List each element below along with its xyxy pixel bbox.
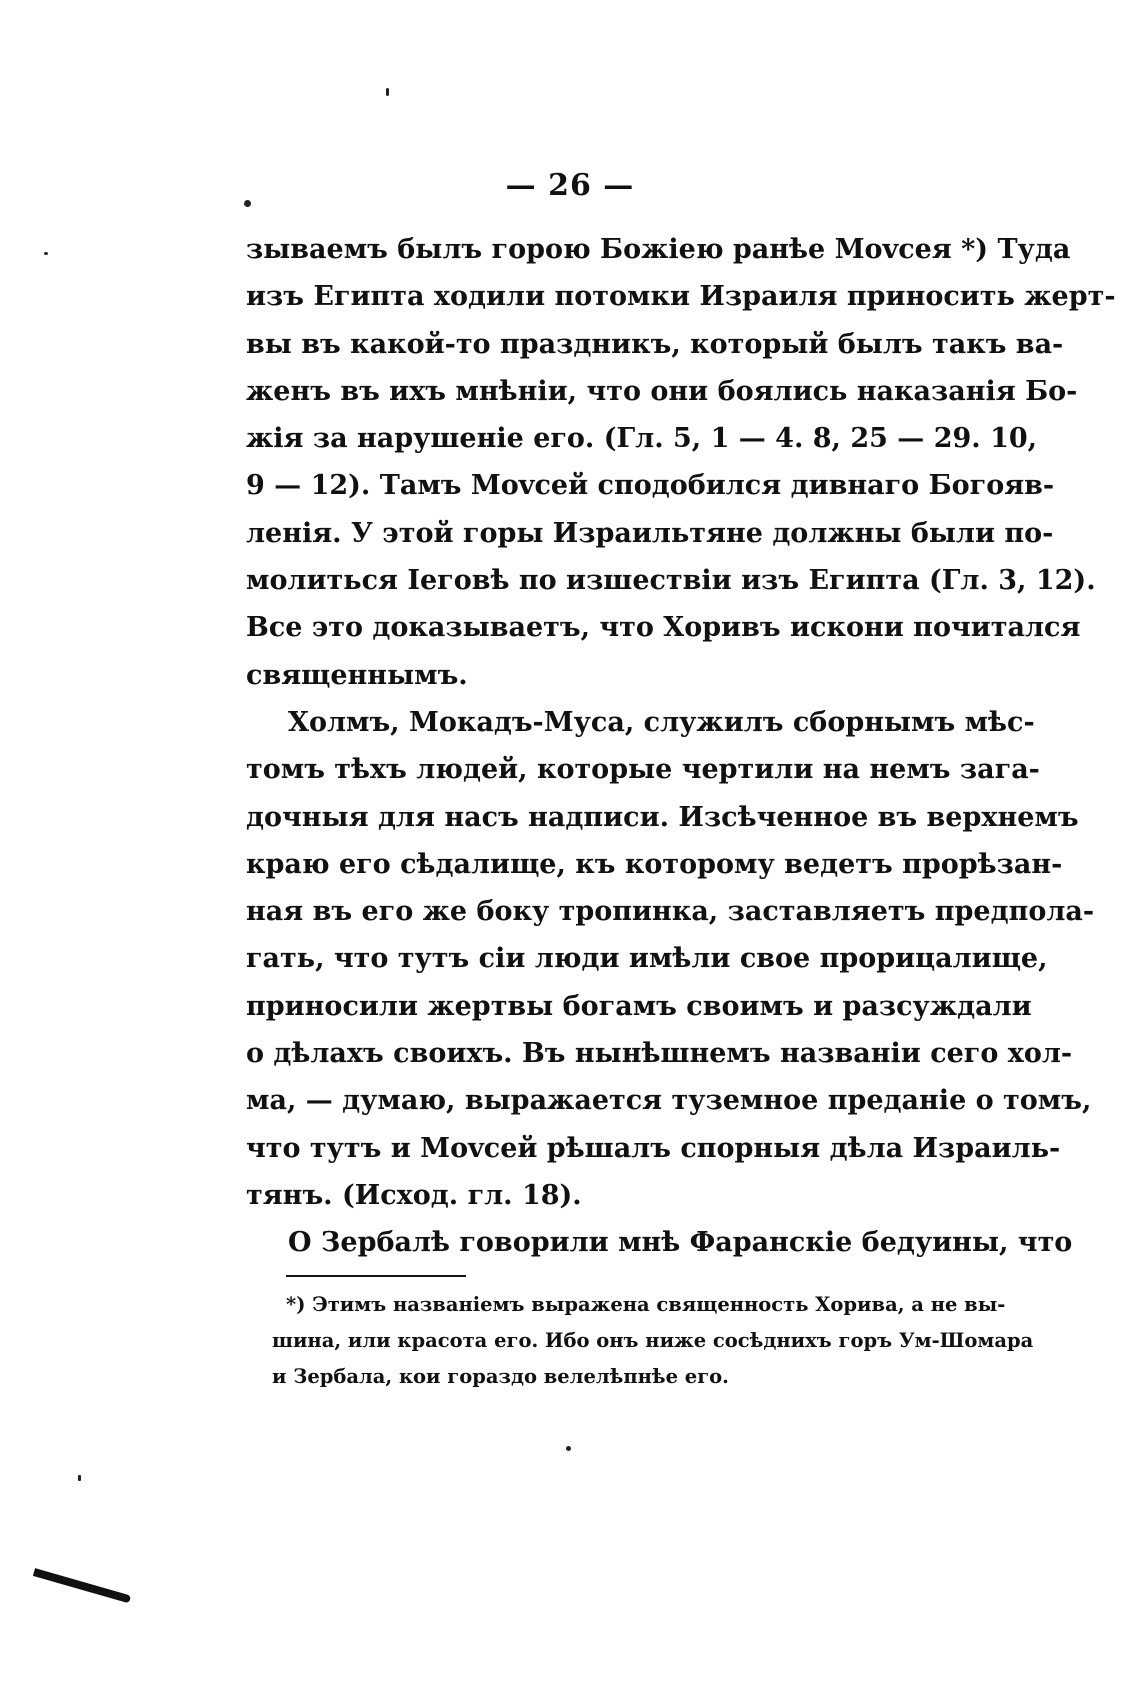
scan-speck (386, 88, 389, 96)
text-line: жiя за нарушенie его. (Гл. 5, 1 — 4. 8, 25 — 29. 10, (246, 423, 1038, 455)
paragraph-start: О Зербалѣ говорили мнѣ Фаранскiе бедуины, что (288, 1227, 1073, 1259)
scan-speck (78, 1475, 81, 1481)
paragraph-start: Холмъ, Мокадъ-Муса, служилъ сборнымъ мѣс- (288, 706, 1035, 738)
page-number: — 26 — (505, 168, 635, 203)
text-line: Все это доказываетъ, что Хоривъ искони почитался (246, 612, 1081, 644)
text-line: ленiя. У этой горы Израильтяне должны были по- (246, 517, 1054, 549)
text-line: священнымъ. (246, 659, 468, 691)
scan-speck (566, 1446, 571, 1451)
text-line: тянъ. (Исход. гл. 18). (246, 1179, 582, 1211)
text-line: 9 — 12). Тамъ Моvсей сподобился дивнаго Богояв- (246, 470, 1055, 502)
footnote (272, 1287, 1034, 1395)
footnote-line: и Зербала, кои гораздо велелѣпнѣе его. (272, 1365, 729, 1388)
text-line: томъ тѣхъ людей, которые чертили на немъ зага- (246, 754, 1040, 786)
text-line: ма, — думаю, выражается туземное преданie о томъ, (246, 1085, 1092, 1117)
text-line: приносили жертвы богамъ своимъ и разсуждали (246, 990, 1032, 1022)
text-line: о дѣлахъ своихъ. Въ нынѣшнемъ названiи сего хол- (246, 1038, 1073, 1070)
text-line: молиться Iеговѣ по изшествiи изъ Египта (Гл. 3, 12). (246, 565, 1096, 597)
main-text (246, 226, 1116, 1267)
scan-speck (44, 252, 48, 255)
text-line: гать, что тутъ сiи люди имѣли свое прорицалище, (246, 943, 1048, 975)
text-line: женъ въ ихъ мнѣнiи, что они боялись наказанiя Бо- (246, 375, 1078, 407)
text-line: краю его сѣдалище, къ которому ведетъ прорѣзан- (246, 848, 1063, 880)
text-line: зываемъ былъ горою Божiею ранѣе Мovсея *) Туда (246, 234, 1071, 265)
footnote-line: шина, или красота его. Ибо онъ ниже сосѣднихъ горъ Ум-Шомара (272, 1329, 1034, 1352)
scan-speck (244, 200, 251, 207)
text-line: дочныя для насъ надписи. Изсѣченное въ верхнемъ (246, 801, 1079, 833)
footnote-line: *) Этимъ названiемъ выражена священность Хорива, а не вы- (286, 1293, 1006, 1316)
text-line: что тутъ и Моvсей рѣшалъ спорныя дѣла Израиль- (246, 1132, 1061, 1164)
text-line: вы въ какой-то праздникъ, который былъ такъ ва- (246, 328, 1064, 360)
scan-mark (33, 1568, 131, 1603)
footnote-rule (286, 1275, 466, 1277)
text-line: изъ Египта ходили потомки Израиля приносить жерт- (246, 281, 1116, 313)
text-line: ная въ его же боку тропинка, заставляетъ предпола- (246, 896, 1095, 928)
